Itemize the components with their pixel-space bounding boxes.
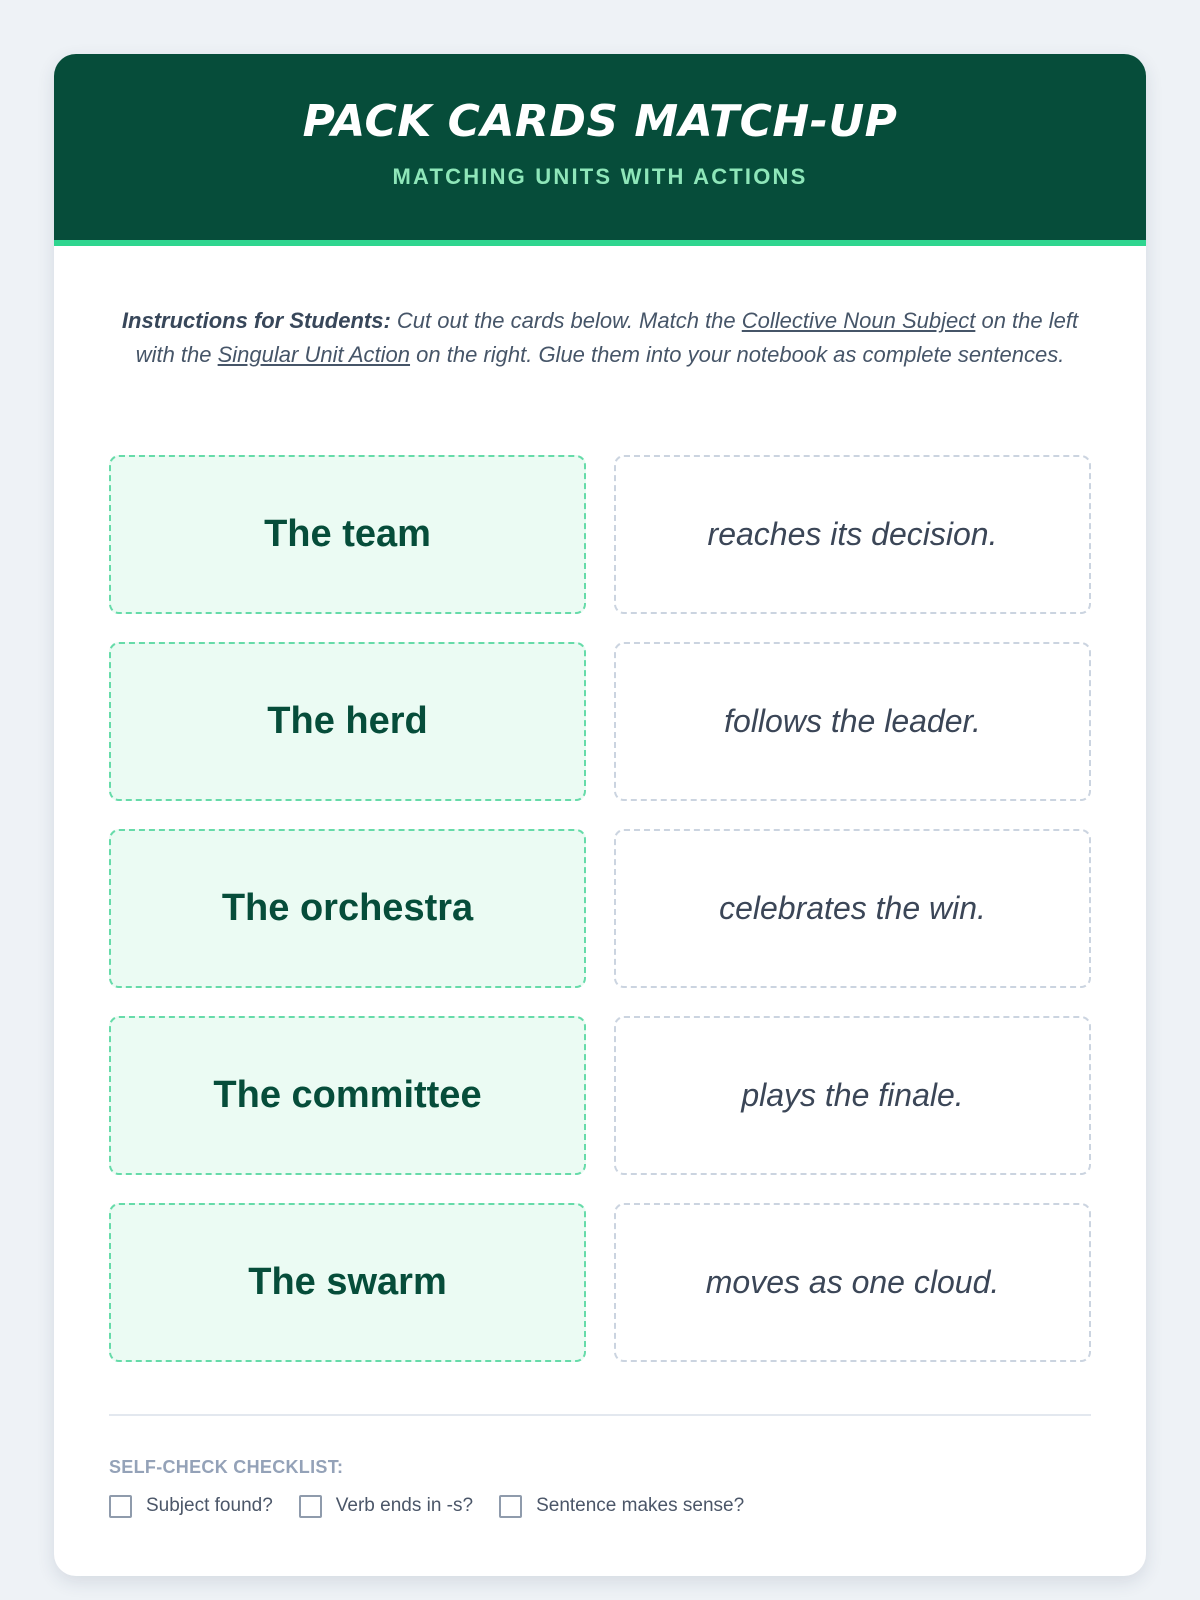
instructions-text-2: on the left with the <box>135 308 1079 367</box>
section-divider <box>109 1414 1091 1416</box>
card-row <box>109 455 1091 614</box>
instructions-term-action: Singular Unit Action <box>217 342 411 367</box>
checklist-item-sentence-makes-sense[interactable] <box>499 1494 744 1518</box>
action-card[interactable]: celebrates the win. <box>614 829 1091 988</box>
card-row <box>109 1016 1091 1175</box>
subject-card[interactable]: The committee <box>109 1016 586 1175</box>
instructions-term-subject: Collective Noun Subject <box>741 308 976 333</box>
action-card[interactable]: moves as one cloud. <box>614 1203 1091 1362</box>
instructions-text-3: on the right. Glue them into your notebook as complete sentences. <box>410 342 1065 367</box>
checklist-items <box>109 1494 1091 1518</box>
subject-card[interactable]: The herd <box>109 642 586 801</box>
checkbox[interactable] <box>109 1495 132 1518</box>
instructions-lead: Instructions for Students: <box>121 308 391 333</box>
checklist-item-verb-ends-in-s[interactable] <box>299 1494 473 1518</box>
checkbox[interactable] <box>499 1495 522 1518</box>
checklist-item-subject-found[interactable] <box>109 1494 273 1518</box>
subject-card[interactable]: The swarm <box>109 1203 586 1362</box>
match-cards-grid <box>109 455 1091 1390</box>
page-subtitle: MATCHING UNITS WITH ACTIONS <box>392 164 808 189</box>
subject-card[interactable]: The team <box>109 455 586 614</box>
checklist-item-label: Sentence makes sense? <box>536 1495 745 1516</box>
card-row <box>109 829 1091 988</box>
checklist-item-label: Subject found? <box>146 1495 273 1516</box>
checkbox[interactable] <box>299 1495 322 1518</box>
checklist-item-label: Verb ends in -s? <box>335 1495 474 1516</box>
subject-card[interactable]: The orchestra <box>109 829 586 988</box>
action-card[interactable]: reaches its decision. <box>614 455 1091 614</box>
action-card[interactable]: follows the leader. <box>614 642 1091 801</box>
checklist-title: SELF-CHECK CHECKLIST: <box>109 1457 344 1477</box>
card-row <box>109 1203 1091 1362</box>
action-card[interactable]: plays the finale. <box>614 1016 1091 1175</box>
instructions-text-1: Cut out the cards below. Match the <box>390 308 742 333</box>
instructions <box>110 304 1090 372</box>
self-check-checklist <box>109 1456 1091 1518</box>
worksheet-card <box>54 54 1146 1576</box>
header-banner <box>54 54 1146 246</box>
card-row <box>109 642 1091 801</box>
page-title: PACK CARDS MATCH-UP <box>302 96 898 147</box>
